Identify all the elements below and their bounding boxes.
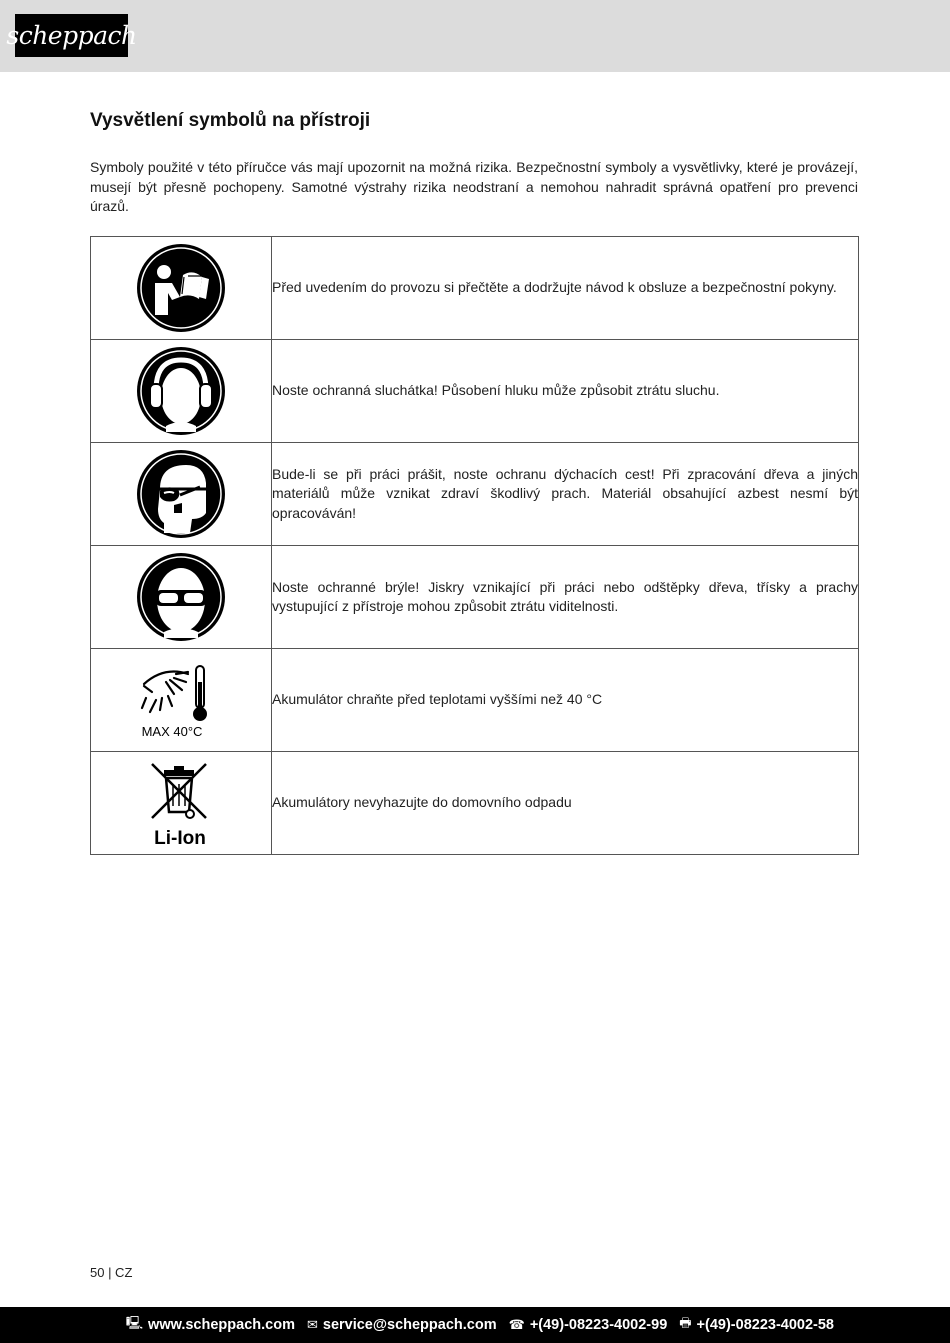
footer-bar: [0, 1307, 950, 1343]
safety-goggles-icon: [136, 552, 226, 642]
symbol-description: Akumulátor chraňte před teplotami vyššími než 40 °C: [272, 649, 859, 752]
website-text[interactable]: www.scheppach.com: [148, 1317, 295, 1333]
symbol-icon-cell: [91, 340, 272, 443]
section-title: Vysvětlení symbolů na přístroji: [90, 110, 371, 131]
table-row: [91, 443, 859, 546]
symbol-icon-cell: [91, 546, 272, 649]
footer-email[interactable]: [307, 1317, 497, 1333]
footer-fax: [679, 1314, 834, 1336]
table-row: [91, 340, 859, 443]
envelope-icon: ✉: [306, 1317, 318, 1332]
symbol-description: Akumulátory nevyhazujte do domovního odpadu: [272, 752, 859, 855]
symbol-icon-cell: [91, 237, 272, 340]
max-temperature-label: MAX 40°C: [141, 724, 203, 739]
table-row: [91, 752, 859, 855]
table-row: [91, 649, 859, 752]
email-text[interactable]: service@scheppach.com: [322, 1317, 497, 1333]
page-number: 50 | CZ: [90, 1265, 133, 1280]
footer-phone[interactable]: [509, 1317, 668, 1333]
footer-website[interactable]: [126, 1314, 295, 1336]
symbol-icon-cell: [91, 649, 272, 752]
no-household-waste-icon: [136, 756, 226, 850]
li-ion-label: Li-Ion: [154, 828, 206, 849]
brand-logo: scheppach: [15, 14, 128, 57]
phone-text[interactable]: +(49)-08223-4002-99: [529, 1317, 668, 1333]
phone-icon: ☎: [508, 1317, 525, 1332]
symbol-icon-cell: [91, 443, 272, 546]
read-manual-icon: [136, 243, 226, 333]
symbols-table: [90, 236, 859, 855]
computer-icon: 🖳: [125, 1315, 144, 1330]
table-row: [91, 546, 859, 649]
fax-text: +(49)-08223-4002-58: [696, 1317, 834, 1333]
symbol-description: Noste ochranné brýle! Jiskry vznikající při práci nebo odštěpky dřeva, třísky a prachy vystupující z přístroje mohou způsobit ztrátu viditelnosti.: [272, 546, 859, 649]
symbol-description: Před uvedením do provozu si přečtěte a dodržujte návod k obsluze a bezpečnostní pokyny.: [272, 237, 859, 340]
ear-protection-icon: [136, 346, 226, 436]
symbol-description: Bude-li se při práci prášit, noste ochranu dýchacích cest! Při zpracování dřeva a jiných materiálů může vznikat zdraví škodlivý prach. Materiál obsahující azbest nesmí být opracováván!: [272, 443, 859, 546]
max-temperature-icon: [126, 654, 236, 746]
header-bar: [0, 0, 950, 72]
intro-paragraph: Symboly použité v této příručce vás mají upozornit na možná rizika. Bezpečnostní symboly a vysvětlivky, které je provázejí, musejí být přesně pochopeny. Samotné výstrahy rizika neodstraní a nemohou nahradit správná opatření pro prevenci úrazů.: [90, 159, 858, 214]
symbol-icon-cell: [91, 752, 272, 855]
symbol-description: Noste ochranná sluchátka! Působení hluku může způsobit ztrátu sluchu.: [272, 340, 859, 443]
table-row: [91, 237, 859, 340]
respirator-icon: [136, 449, 226, 539]
fax-icon: 🖶: [679, 1315, 692, 1330]
